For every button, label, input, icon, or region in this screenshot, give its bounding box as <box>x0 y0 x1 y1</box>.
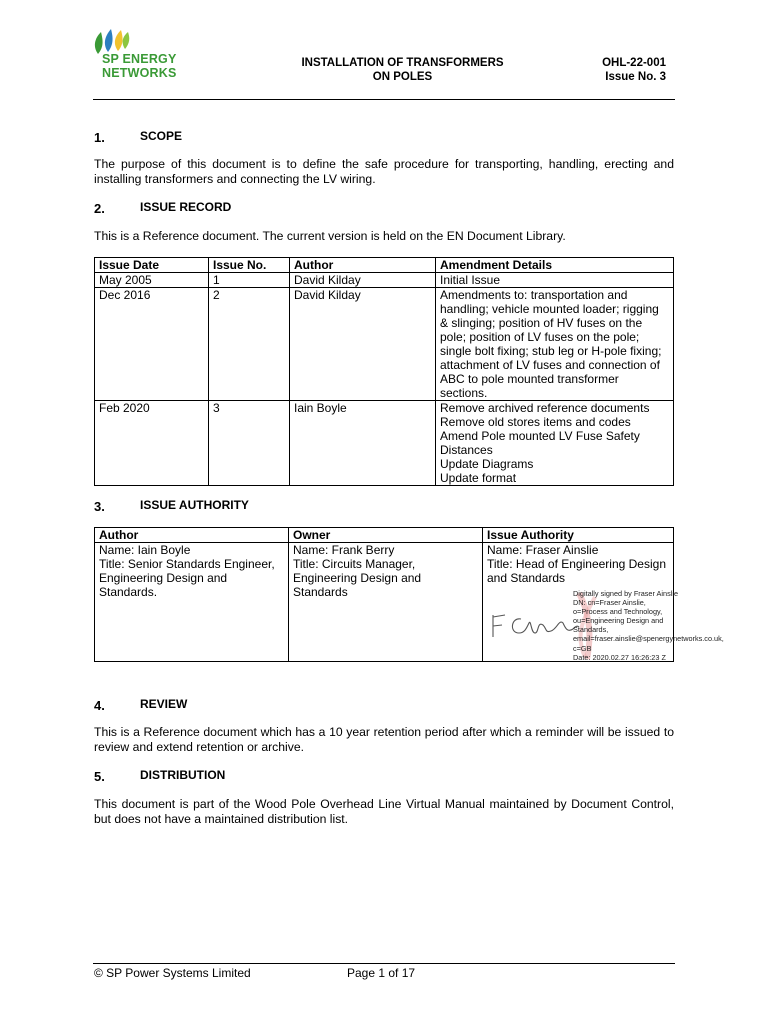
footer-copyright: © SP Power Systems Limited <box>94 966 251 980</box>
column-header: Author <box>95 528 289 543</box>
owner-details-cell: Name: Frank Berry Title: Circuits Manager, Engineering Design and Standards <box>289 543 483 662</box>
section-title-issue-record: ISSUE RECORD <box>140 200 232 214</box>
table-header-row <box>95 528 674 543</box>
section-title-scope: SCOPE <box>140 129 183 143</box>
table-header-row <box>95 258 674 273</box>
footer-divider <box>93 963 675 964</box>
table-row <box>95 288 674 401</box>
document-title-line2: ON POLES <box>372 71 433 83</box>
issue-number: Issue No. 3 <box>605 71 666 83</box>
document-code: OHL-22-001 <box>602 57 666 69</box>
logo-text-line1: SP ENERGY <box>102 52 177 66</box>
header-divider <box>93 99 675 100</box>
issue-number-cell: 2 <box>209 288 290 401</box>
amendment-cell: Remove archived reference documents Remove old stores items and codes Amend Pole mounted LV Fuse Safety Distances Update Diagrams Update format <box>436 401 674 486</box>
column-header: Amendment Details <box>436 258 674 273</box>
logo-text-line2: NETWORKS <box>102 66 177 80</box>
table-row <box>95 401 674 486</box>
issue-record-table <box>94 257 674 486</box>
amendment-cell: Amendments to: transportation and handling; vehicle mounted loader; rigging & slinging; position of HV fuses on the pole; position of LV fuses on the pole; single bolt fixing; stub leg or H-pole fixing; attachment of LV fuses and connection of ABC to pole mounted transformer sections. <box>436 288 674 401</box>
author-cell: Iain Boyle <box>290 401 436 486</box>
document-title <box>250 56 555 84</box>
issue-date-cell: May 2005 <box>95 273 209 288</box>
section-title-review: REVIEW <box>140 697 188 711</box>
section-number-scope: 1. <box>94 130 105 145</box>
section-title-distribution: DISTRIBUTION <box>140 768 226 782</box>
author-cell: David Kilday <box>290 288 436 401</box>
author-details-cell: Name: Iain Boyle Title: Senior Standards Engineer, Engineering Design and Standards. <box>95 543 289 662</box>
digital-signature <box>487 589 724 662</box>
section-number-issue-authority: 3. <box>94 499 105 514</box>
issue-date-cell: Feb 2020 <box>95 401 209 486</box>
scope-paragraph: The purpose of this document is to define the safe procedure for transporting, handling, erecting and installing transformers and connecting the LV wiring. <box>94 157 674 186</box>
table-row <box>95 273 674 288</box>
section-title-issue-authority: ISSUE AUTHORITY <box>140 498 249 512</box>
issue-record-paragraph: This is a Reference document. The current version is held on the EN Document Library. <box>94 229 566 243</box>
amendment-cell: Initial Issue <box>436 273 674 288</box>
issue-authority-table <box>94 527 724 662</box>
issue-number-cell: 1 <box>209 273 290 288</box>
issue-authority-cell <box>483 543 724 662</box>
distribution-paragraph: This document is part of the Wood Pole Overhead Line Virtual Manual maintained by Document Control, but does not have a maintained distribution list. <box>94 797 674 826</box>
issue-date-cell: Dec 2016 <box>95 288 209 401</box>
column-header: Author <box>290 258 436 273</box>
logo-leaves-icon <box>92 27 132 55</box>
document-title-line1: INSTALLATION OF TRANSFORMERS <box>301 57 504 69</box>
issue-authority-details: Name: Fraser Ainslie Title: Head of Engineering Design and Standards <box>487 543 666 585</box>
issue-number-cell: 3 <box>209 401 290 486</box>
column-header: Owner <box>289 528 483 543</box>
footer-page-number: Page 1 of 17 <box>347 966 416 980</box>
section-number-distribution: 5. <box>94 769 105 784</box>
section-number-review: 4. <box>94 698 105 713</box>
table-row <box>95 543 674 662</box>
document-reference <box>560 56 666 84</box>
column-header: Issue Authority <box>483 528 674 543</box>
column-header: Issue Date <box>95 258 209 273</box>
company-logo <box>92 27 192 83</box>
digital-signature-text: Digitally signed by Fraser Ainslie DN: cn=Fraser Ainslie, o=Process and Technology, ou=Engineering Design and Standards, email=fraser.ainslie@spenergynetworks.co.uk, c=GB Date: 2020.02.27 16:26:23 Z <box>573 589 724 662</box>
column-header: Issue No. <box>209 258 290 273</box>
author-cell: David Kilday <box>290 273 436 288</box>
section-number-issue-record: 2. <box>94 201 105 216</box>
review-paragraph: This is a Reference document which has a 10 year retention period after which a reminder will be issued to review and extend retention or archive. <box>94 725 674 754</box>
